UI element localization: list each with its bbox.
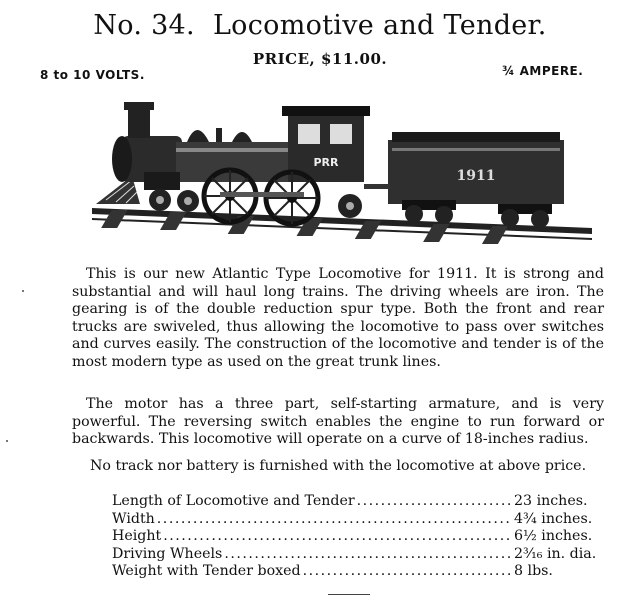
spec-label: Weight with Tender boxed: [112, 563, 301, 580]
spec-row: [112, 546, 602, 564]
spec-label: Width: [112, 510, 155, 527]
dot-leader: [303, 563, 512, 579]
dot-leader: [357, 493, 512, 509]
page-title: [0, 10, 640, 41]
locomotive-illustration: [92, 88, 592, 258]
tender-marking: 1911: [456, 168, 496, 184]
spec-row: [112, 528, 602, 546]
voltage-rating: 8 to 10 VOLTS.: [40, 68, 145, 82]
dot-leader: [163, 528, 512, 544]
spec-label: Height: [112, 528, 162, 545]
spec-row: [112, 493, 602, 511]
spec-value: 4¾ inches.: [514, 510, 593, 527]
scan-speck: [6, 440, 8, 442]
cab-marking: PRR: [313, 156, 339, 169]
spec-value: 8 lbs.: [514, 563, 553, 580]
spec-label: Length of Locomotive and Tender: [112, 493, 355, 509]
scan-speck: [22, 290, 24, 292]
tender: [364, 132, 564, 228]
spec-row: [112, 563, 602, 581]
no-track-note: No track nor battery is furnished with the locomotive at above price.: [90, 458, 587, 474]
locomotive: [96, 102, 370, 224]
spec-row: [112, 511, 602, 529]
ampere-rating: ¾ AMPERE.: [502, 64, 584, 78]
dot-leader: [224, 546, 512, 562]
spec-value: 2³⁄₁₆ in. dia.: [514, 545, 597, 562]
spec-label: Driving Wheels: [112, 545, 223, 562]
description-paragraph: This is our new Atlantic Type Locomotive for 1911. It is strong and substantial and will haul long trains. The driving wheels are iron. The gearing is of the double reduction spur type. Both the front and rear trucks are swiveled, thus allowing the locomotive to pass over switches and curves easily. The construction of the locomotive and tender is of the most modern type as used on the great trunk lines.: [72, 266, 604, 370]
driving-wheel: [266, 172, 318, 224]
spec-value: 23 inches.: [514, 493, 588, 509]
spec-value: 6½ inches.: [514, 528, 593, 545]
specifications-list: [112, 493, 602, 581]
description-paragraph: The motor has a three part, self-starting armature, and is very powerful. The reversing switch enables the engine to run forward or backwards. This locomotive will operate on a curve of 18-inches radius.: [72, 396, 604, 448]
product-name: Locomotive and Tender.: [212, 10, 547, 41]
price: PRICE, $11.00.: [252, 50, 388, 68]
bottom-divider: [328, 594, 370, 595]
catalog-number: No. 34.: [93, 10, 195, 41]
dot-leader: [157, 511, 512, 527]
